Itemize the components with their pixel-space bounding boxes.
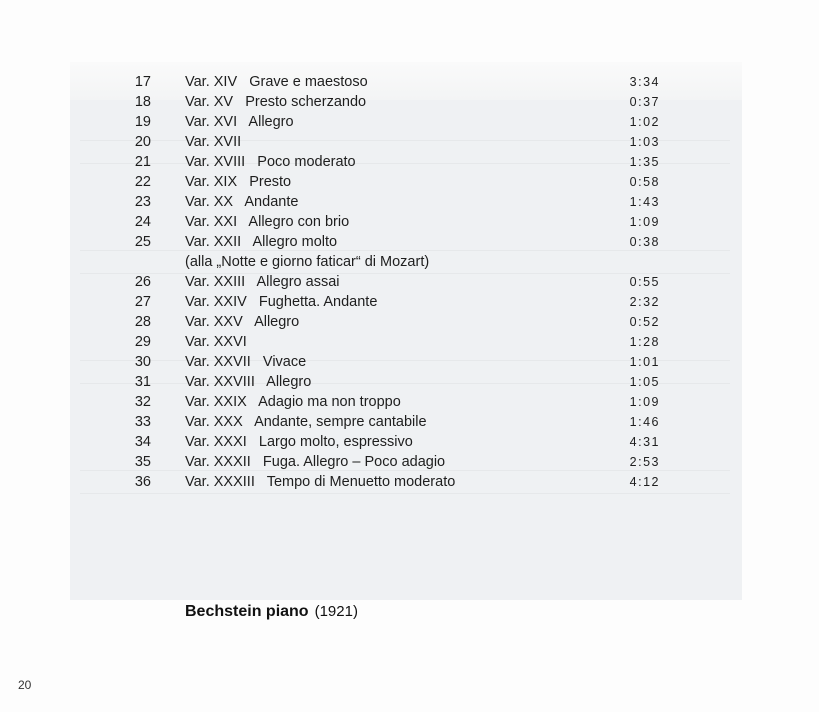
tempo-marking: Allegro — [248, 114, 294, 130]
variation-label: Var. XX — [185, 194, 234, 210]
track-duration: 3:34 — [629, 75, 660, 89]
track-number: 28 — [134, 314, 151, 330]
track-number: 31 — [134, 374, 151, 390]
track-row — [120, 352, 660, 372]
track-row — [120, 272, 660, 292]
track-title — [185, 172, 291, 192]
instrument-year: (1921) — [314, 603, 358, 620]
tempo-marking: Vivace — [262, 354, 307, 370]
track-number: 18 — [134, 94, 151, 110]
tempo-marking: Tempo di Menuetto moderato — [266, 474, 456, 490]
track-row — [120, 452, 660, 472]
variation-label: Var. XXIV — [185, 294, 247, 310]
tempo-marking: Presto — [249, 174, 292, 190]
tempo-marking: Andante — [244, 194, 299, 210]
track-number: 26 — [134, 274, 151, 290]
tempo-marking: Adagio ma non troppo — [258, 394, 401, 410]
variation-label: Var. XXV — [185, 314, 243, 330]
variation-label: Var. XXVI — [185, 334, 247, 350]
tempo-marking: Allegro — [266, 374, 312, 390]
track-row — [120, 432, 660, 452]
track-title — [185, 152, 356, 172]
track-row — [120, 152, 660, 172]
track-number: 23 — [134, 194, 151, 210]
track-duration: 1:43 — [629, 195, 660, 209]
variation-label: Var. XIV — [185, 74, 238, 90]
variation-label: Var. XXXII — [185, 454, 251, 470]
track-number: 21 — [134, 154, 151, 170]
track-duration: 0:37 — [629, 95, 660, 109]
variation-label: Var. XXII — [185, 234, 242, 250]
track-duration: 4:12 — [629, 475, 660, 489]
track-number: 19 — [134, 114, 151, 130]
track-number: 35 — [134, 454, 151, 470]
track-title — [185, 232, 337, 252]
track-title — [185, 412, 427, 432]
track-number: 30 — [134, 354, 151, 370]
track-row — [120, 472, 660, 492]
variation-label: Var. XXIII — [185, 274, 246, 290]
track-duration: 1:05 — [629, 375, 660, 389]
track-number: 34 — [134, 434, 151, 450]
page-number: 20 — [18, 678, 32, 692]
track-duration: 1:28 — [629, 335, 660, 349]
track-number: 36 — [134, 474, 151, 490]
track-duration: 2:32 — [629, 295, 660, 309]
track-row — [120, 372, 660, 392]
track-duration: 0:52 — [629, 315, 660, 329]
track-row — [120, 312, 660, 332]
tempo-marking: Presto scherzando — [245, 94, 367, 110]
track-row — [120, 392, 660, 412]
track-row — [120, 412, 660, 432]
track-duration: 0:38 — [629, 235, 660, 249]
track-duration: 0:55 — [629, 275, 660, 289]
track-title — [185, 332, 259, 352]
variation-label: Var. XXXI — [185, 434, 247, 450]
track-number: 29 — [134, 334, 151, 350]
track-title — [185, 132, 253, 152]
track-duration: 1:35 — [629, 155, 660, 169]
variation-label: Var. XXXIII — [185, 474, 255, 490]
track-title — [185, 432, 413, 452]
track-number: 20 — [134, 134, 151, 150]
track-title — [185, 452, 445, 472]
track-number: 24 — [134, 214, 151, 230]
track-row — [120, 212, 660, 232]
track-title — [185, 372, 311, 392]
variation-label: Var. XVI — [185, 114, 238, 130]
track-title — [185, 92, 366, 112]
track-title — [185, 292, 377, 312]
track-title — [185, 352, 306, 372]
tempo-marking: Grave e maestoso — [249, 74, 368, 90]
track-row — [120, 72, 660, 92]
instrument-credit — [185, 603, 358, 621]
instrument-name: Bechstein piano — [185, 603, 309, 620]
tempo-marking: Andante, sempre cantabile — [254, 414, 427, 430]
track-duration: 1:03 — [629, 135, 660, 149]
track-duration: 4:31 — [629, 435, 660, 449]
track-title — [185, 212, 349, 232]
track-title — [185, 72, 368, 92]
track-duration: 2:53 — [629, 455, 660, 469]
track-row — [120, 132, 660, 152]
track-title — [185, 312, 299, 332]
track-number: 22 — [134, 174, 151, 190]
track-row — [120, 172, 660, 192]
track-duration: 0:58 — [629, 175, 660, 189]
variation-label: Var. XXVIII — [185, 374, 255, 390]
track-duration: 1:09 — [629, 395, 660, 409]
track-row — [120, 92, 660, 112]
track-number: 17 — [134, 74, 151, 90]
variation-label: Var. XXIX — [185, 394, 247, 410]
track-duration: 1:09 — [629, 215, 660, 229]
tempo-marking: Allegro — [254, 314, 300, 330]
track-number: 27 — [134, 294, 151, 310]
track-duration: 1:46 — [629, 415, 660, 429]
track-title — [185, 472, 455, 492]
track-title — [185, 392, 401, 412]
track-row — [120, 232, 660, 252]
tempo-marking: Fughetta. Andante — [258, 294, 378, 310]
variation-label: Var. XXI — [185, 214, 238, 230]
track-number: 25 — [134, 234, 151, 250]
variation-label: Var. XXX — [185, 414, 243, 430]
track-number: 32 — [134, 394, 151, 410]
track-title — [185, 272, 340, 292]
variation-label: Var. XV — [185, 94, 234, 110]
track-duration: 1:01 — [629, 355, 660, 369]
variation-label: Var. XIX — [185, 174, 238, 190]
mozart-note: (alla „Notte e giorno faticar“ di Mozart) — [185, 254, 430, 270]
variation-label: Var. XXVII — [185, 354, 251, 370]
track-subtitle-note — [120, 252, 660, 272]
tempo-marking: Fuga. Allegro – Poco adagio — [262, 454, 446, 470]
track-duration: 1:02 — [629, 115, 660, 129]
track-title — [185, 192, 298, 212]
tempo-marking: Poco moderato — [257, 154, 356, 170]
variation-label: Var. XVII — [185, 134, 242, 150]
track-row — [120, 292, 660, 312]
tempo-marking: Largo molto, espressivo — [258, 434, 413, 450]
tempo-marking: Allegro molto — [252, 234, 338, 250]
track-row — [120, 192, 660, 212]
track-row — [120, 332, 660, 352]
track-row — [120, 112, 660, 132]
track-title — [185, 112, 294, 132]
track-number: 33 — [134, 414, 151, 430]
tempo-marking: Allegro assai — [256, 274, 340, 290]
track-list — [120, 72, 660, 492]
variation-label: Var. XVIII — [185, 154, 246, 170]
tempo-marking: Allegro con brio — [248, 214, 350, 230]
